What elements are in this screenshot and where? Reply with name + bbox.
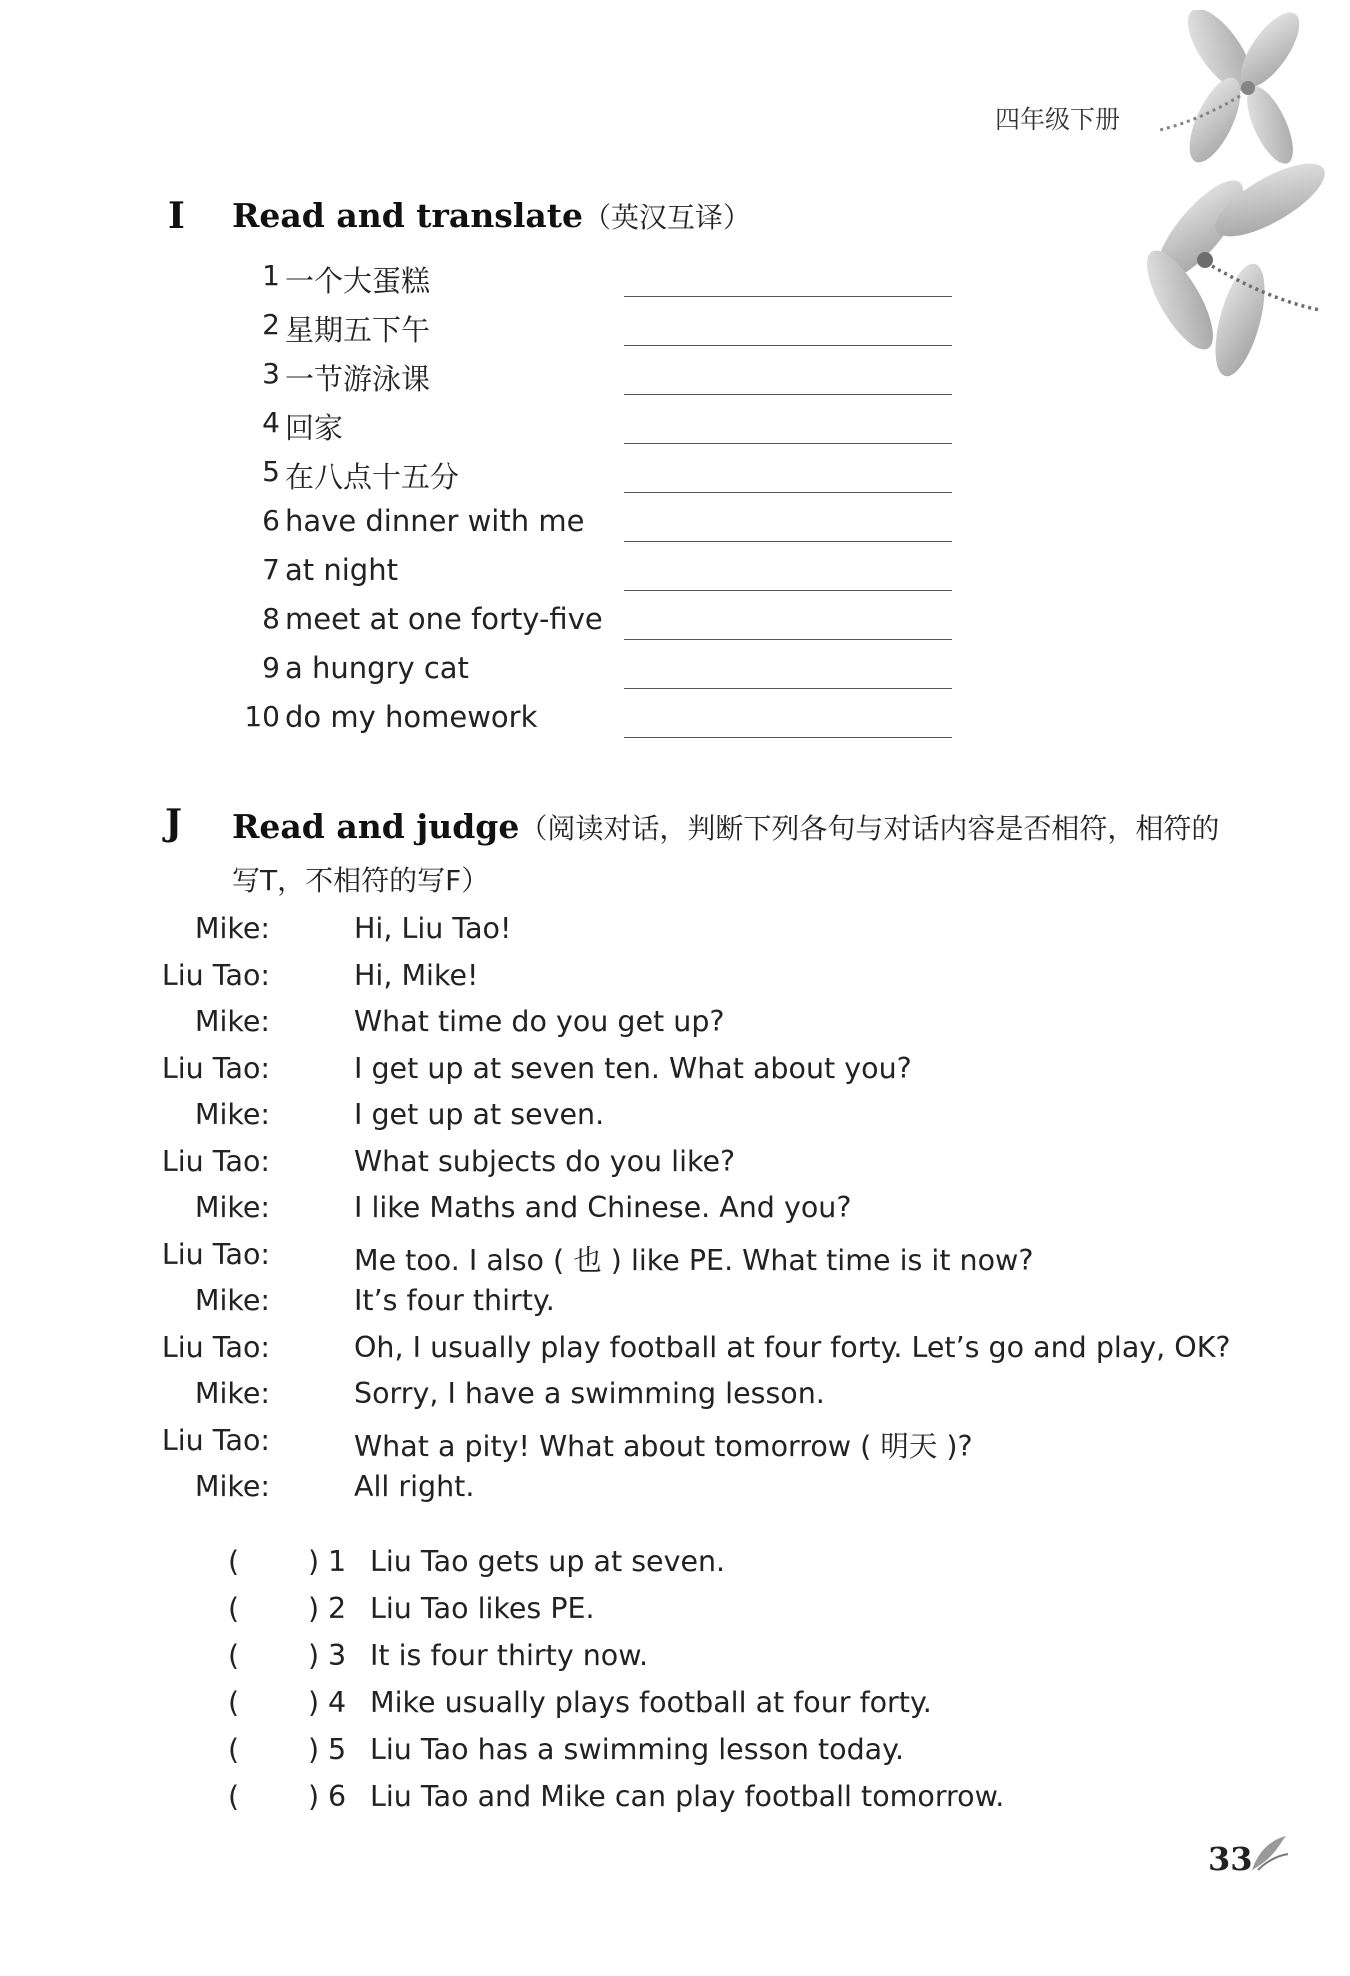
item-number: 7 (262, 553, 280, 586)
item-number: 9 (262, 651, 280, 684)
translate-item (220, 255, 980, 304)
utterance: I like Maths and Chinese. And you? (354, 1191, 852, 1224)
page-number: 33 (1208, 1840, 1253, 1878)
speaker: Liu Tao: (161, 1237, 270, 1271)
dialogue-line (170, 1191, 1270, 1238)
utterance: What a pity! What about tomorrow ( 明天 )? (354, 1429, 973, 1463)
speaker: Liu Tao: (161, 1144, 270, 1178)
section-i-heading (232, 196, 751, 236)
answer-blank[interactable]: ( (228, 1639, 240, 1672)
translate-item (220, 304, 980, 353)
statement-number: 1 (328, 1545, 347, 1578)
section-i-letter: I (168, 195, 185, 237)
item-number: 3 (262, 357, 280, 390)
statement-text: Liu Tao and Mike can play football tomorrow. (370, 1780, 1005, 1813)
answer-line[interactable] (624, 443, 952, 444)
translate-list (220, 255, 980, 745)
translate-item (220, 549, 980, 598)
translate-item (220, 353, 980, 402)
utterance: Sorry, I have a swimming lesson. (354, 1377, 825, 1410)
speaker: Liu Tao: (161, 1423, 270, 1457)
dialogue-line (170, 1377, 1270, 1424)
answer-line[interactable] (624, 492, 952, 493)
book-label: 四年级下册 (995, 105, 1121, 134)
dialogue-line (161, 1423, 1270, 1471)
dialogue-line (161, 1051, 1270, 1099)
dialogue-line (161, 958, 1270, 1006)
translate-item (220, 598, 980, 647)
item-text: 星期五下午 (285, 313, 431, 347)
dialogue-line (170, 1098, 1270, 1145)
dialogue-line (161, 1237, 1270, 1285)
utterance: Me too. I also ( 也 ) like PE. What time is it now? (354, 1243, 1034, 1277)
dialogue (161, 912, 1270, 1517)
speaker: Mike: (194, 1098, 270, 1131)
section-i-title: Read and translate (232, 196, 584, 235)
item-text: 回家 (285, 411, 344, 445)
answer-blank-close: ) (308, 1686, 320, 1719)
item-text: at night (285, 553, 398, 587)
judge-statement (228, 1733, 1128, 1780)
answer-line[interactable] (624, 590, 952, 591)
item-number: 5 (262, 455, 280, 488)
statement-text: Liu Tao likes PE. (370, 1592, 595, 1625)
answer-line[interactable] (624, 541, 952, 542)
translate-item (220, 451, 980, 500)
judge-statement (228, 1639, 1128, 1686)
item-text: 在八点十五分 (285, 460, 460, 494)
answer-line[interactable] (624, 688, 952, 689)
utterance: Oh, I usually play football at four forty. Let’s go and play, OK? (354, 1330, 1231, 1364)
section-j-title: Read and judge (232, 807, 520, 846)
judge-statement (228, 1780, 1128, 1827)
answer-line[interactable] (624, 345, 952, 346)
statement-number: 2 (328, 1592, 347, 1625)
speaker: Mike: (194, 1284, 270, 1317)
answer-line[interactable] (624, 394, 952, 395)
item-number: 2 (262, 308, 280, 341)
item-text: have dinner with me (285, 504, 585, 538)
answer-line[interactable] (624, 296, 952, 297)
utterance: I get up at seven ten. What about you? (354, 1051, 912, 1085)
dragonfly-icon (1120, 10, 1350, 390)
answer-blank[interactable]: ( (228, 1686, 240, 1719)
item-number: 6 (262, 504, 280, 537)
item-number: 8 (262, 602, 280, 635)
item-text: a hungry cat (285, 651, 469, 685)
dialogue-line (170, 912, 1270, 959)
answer-blank-close: ) (308, 1545, 320, 1578)
utterance: It’s four thirty. (354, 1284, 555, 1317)
statement-number: 4 (328, 1686, 347, 1719)
answer-blank[interactable]: ( (228, 1545, 240, 1578)
statement-number: 6 (328, 1780, 347, 1813)
translate-item (220, 500, 980, 549)
utterance: Hi, Mike! (354, 958, 479, 992)
translate-item (220, 696, 980, 745)
section-j-note: （阅读对话，判断下列各句与对话内容是否相符，相符的写T，不相符的写F） (232, 812, 1220, 897)
speaker: Liu Tao: (161, 1330, 270, 1364)
speaker: Mike: (194, 1470, 270, 1503)
answer-line[interactable] (624, 737, 952, 738)
answer-line[interactable] (624, 639, 952, 640)
leaf-icon (1248, 1832, 1290, 1874)
answer-blank[interactable]: ( (228, 1733, 240, 1766)
judge-statement (228, 1686, 1128, 1733)
item-text: do my homework (285, 700, 538, 734)
section-j-letter: J (165, 802, 183, 844)
dialogue-line (161, 1144, 1270, 1192)
statement-number: 3 (328, 1639, 347, 1672)
answer-blank-close: ) (308, 1780, 320, 1813)
dialogue-line (170, 1284, 1270, 1331)
dialogue-line (170, 1005, 1270, 1052)
statement-text: Mike usually plays football at four forty. (370, 1686, 932, 1719)
utterance: I get up at seven. (354, 1098, 605, 1131)
item-number: 4 (262, 406, 280, 439)
item-text: 一节游泳课 (285, 362, 431, 396)
answer-blank[interactable]: ( (228, 1592, 240, 1625)
judge-statement (228, 1545, 1128, 1592)
statement-text: Liu Tao gets up at seven. (370, 1545, 726, 1578)
speaker: Mike: (194, 912, 270, 945)
statement-text: Liu Tao has a swimming lesson today. (370, 1733, 904, 1766)
speaker: Liu Tao: (161, 1051, 270, 1085)
speaker: Liu Tao: (161, 958, 270, 992)
utterance: What time do you get up? (354, 1005, 725, 1038)
statement-number: 5 (328, 1733, 347, 1766)
dialogue-line (161, 1330, 1270, 1378)
item-text: 一个大蛋糕 (285, 264, 431, 298)
item-number: 10 (244, 700, 280, 733)
section-i-note: （英汉互译） (583, 201, 752, 234)
statement-text: It is four thirty now. (370, 1639, 649, 1672)
item-text: meet at one forty-five (285, 602, 603, 636)
section-j-heading (232, 803, 1232, 909)
utterance: Hi, Liu Tao! (354, 912, 512, 945)
dialogue-line (170, 1470, 1270, 1517)
speaker: Mike: (194, 1377, 270, 1410)
item-number: 1 (262, 259, 280, 292)
judge-list (228, 1545, 1128, 1827)
utterance: What subjects do you like? (354, 1144, 736, 1178)
speaker: Mike: (194, 1005, 270, 1038)
translate-item (220, 647, 980, 696)
translate-item (220, 402, 980, 451)
speaker: Mike: (194, 1191, 270, 1224)
answer-blank-close: ) (308, 1639, 320, 1672)
answer-blank-close: ) (308, 1592, 320, 1625)
judge-statement (228, 1592, 1128, 1639)
answer-blank[interactable]: ( (228, 1780, 240, 1813)
answer-blank-close: ) (308, 1733, 320, 1766)
utterance: All right. (354, 1470, 475, 1503)
